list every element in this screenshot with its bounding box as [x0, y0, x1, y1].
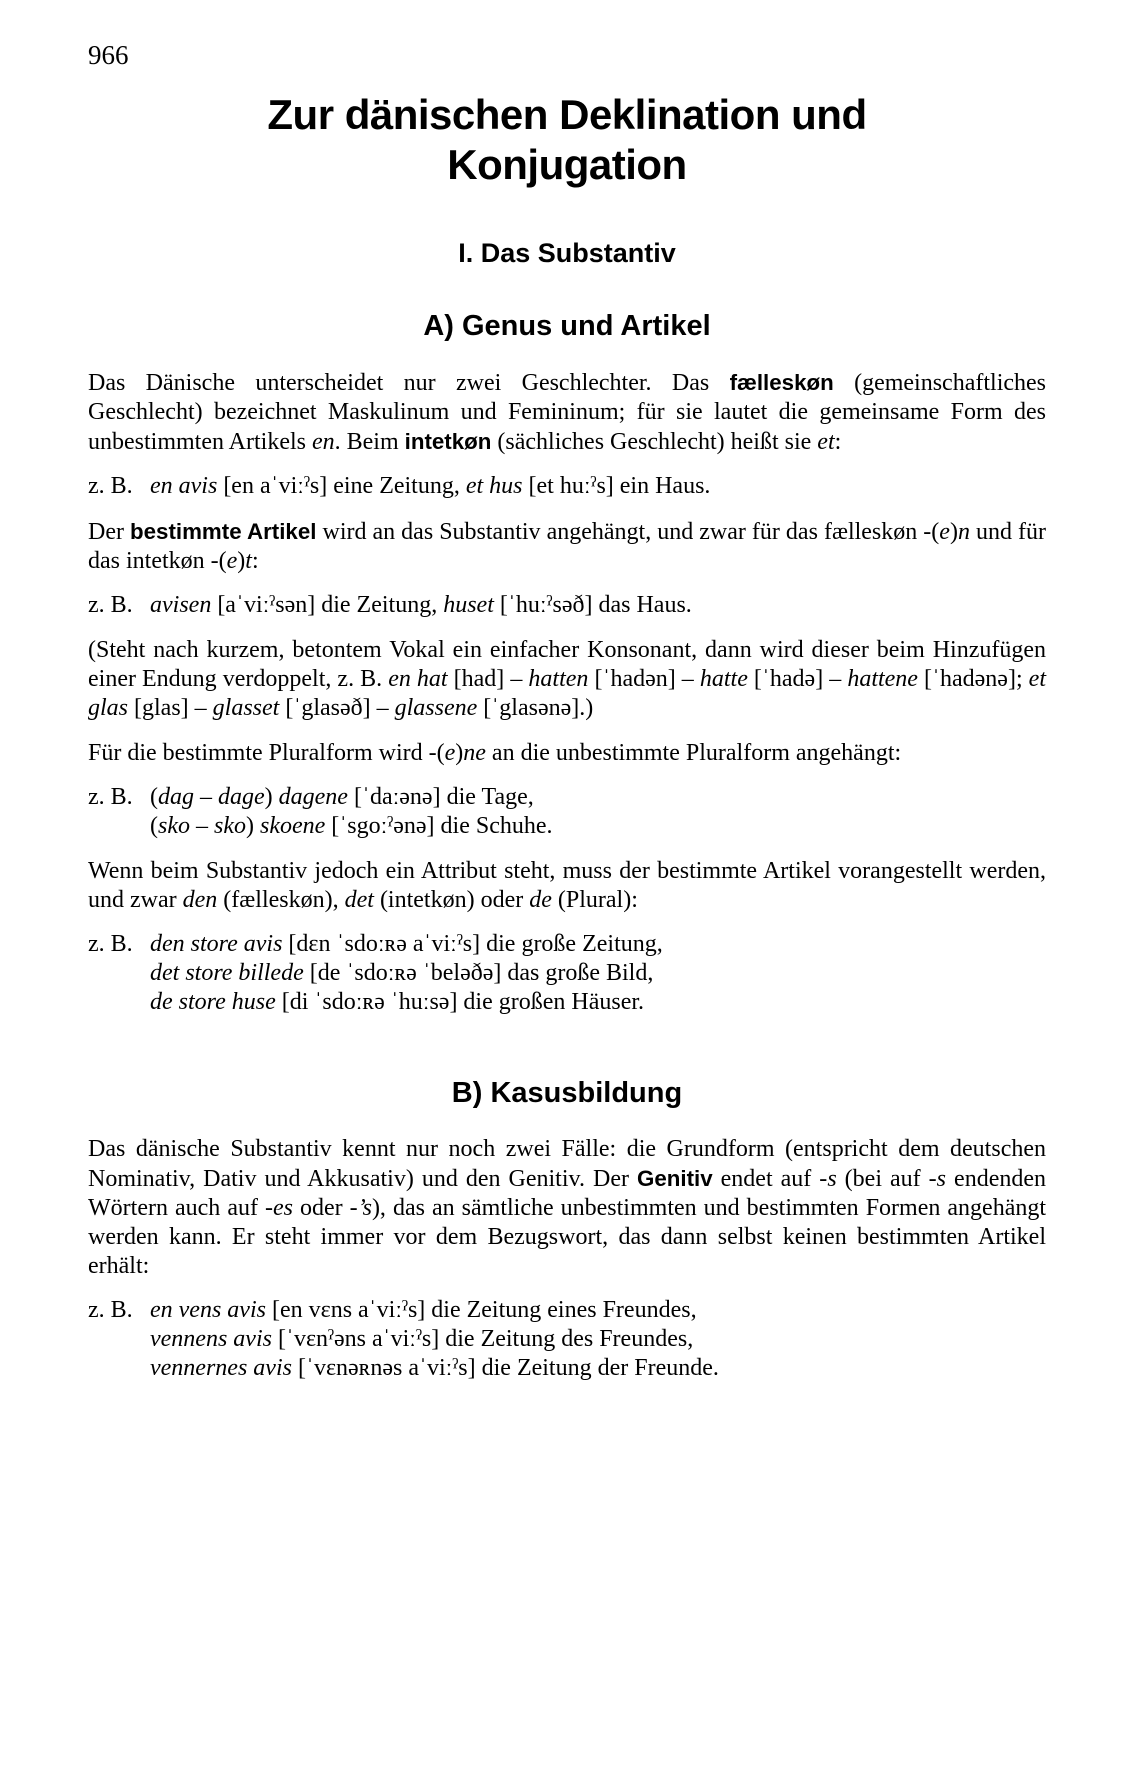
example-body [150, 930, 1046, 1017]
example-genitiv [88, 1296, 1046, 1383]
section-heading-substantiv: I. Das Substantiv [458, 238, 676, 268]
example-line: en avis [en aˈviːˀs] eine Zeitung, et hus [et huːˀs] ein Haus. [150, 473, 711, 499]
example-line: (sko – sko) skoene [ˈsgoːˀənə] die Schuhe. [150, 813, 553, 839]
example-plural-definite [88, 783, 1046, 841]
subsection-heading-genus-artikel: A) Genus und Artikel [423, 310, 711, 342]
subsection-heading-kasusbildung: B) Kasusbildung [451, 1077, 683, 1109]
example-body [150, 472, 1046, 501]
paragraph-genus-intro: Das Dänische unterscheidet nur zwei Geschlechter. Das fælleskøn (gemeinschaftliches Geschlecht) bezeichnet Maskulinum und Femininum; für sie lautet die gemeinsame Form des unbestimmten Artikels en. Beim intetkøn (sächliches Geschlecht) heißt sie et: [88, 370, 1047, 455]
example-line: det store billede [de ˈsdoːʀə ˈbeləðə] das große Bild, [150, 960, 654, 986]
example-body [150, 591, 1046, 620]
example-line: (dag – dage) dagene [ˈdaːənə] die Tage, [150, 784, 534, 810]
example-line: de store huse [di ˈsdoːʀə ˈhuːsə] die großen Häuser. [150, 989, 645, 1015]
example-label: z. B. [88, 784, 133, 810]
example-line: avisen [aˈviːˀsən] die Zeitung, huset [ˈhuːˀsəð] das Haus. [150, 592, 692, 618]
example-label: z. B. [88, 1297, 133, 1323]
paragraph-kasus-intro: Das dänische Substantiv kennt nur noch zwei Fälle: die Grundform (entspricht dem deutschen Nominativ, Dativ und Akkusativ) und den Genitiv. Der Genitiv endet auf -s (bei auf -s endenden Wörtern auch auf -es oder -’s), das an sämtliche unbestimmten und bestimmten Formen angehängt werden kann. Er steht immer vor dem Bezugswort, das dann selbst keinen bestimmten Artikel erhält: [88, 1136, 1047, 1279]
main-title-line1: Zur dänischen Deklination und [267, 91, 867, 138]
example-definite-article [88, 591, 1046, 620]
paragraph-konsonant-verdoppelung: (Steht nach kurzem, betontem Vokal ein einfacher Konsonant, dann wird dieser beim Hinzufügen einer Endung verdoppelt, z. B. en hat [had] – hatten [ˈhadən] – hatte [ˈhadə] – hattene [ˈhadənə]; et glas [glas] – glasset [ˈglasəð] – glassene [ˈglasənə].) [88, 637, 1046, 721]
example-attribut [88, 930, 1046, 1017]
main-title [88, 90, 1046, 190]
example-label: z. B. [88, 931, 133, 957]
example-body [150, 1296, 1046, 1383]
example-body [150, 783, 1046, 841]
paragraph-bestimmter-artikel: Der bestimmte Artikel wird an das Substantiv angehängt, und zwar für das fælleskøn -(e)n und für das intetkøn -(e)t: [88, 519, 1046, 574]
example-label: z. B. [88, 592, 133, 618]
paragraph-plural-bestimmt: Für die bestimmte Pluralform wird -(e)ne an die unbestimmte Pluralform angehängt: [88, 740, 902, 766]
paragraph-attribut: Wenn beim Substantiv jedoch ein Attribut steht, muss der bestimmte Artikel vorangestellt werden, und zwar den (fælleskøn), det (intetkøn) oder de (Plural): [88, 858, 1046, 913]
page-number: 966 [88, 40, 129, 70]
example-line: en vens avis [en vɛns aˈviːˀs] die Zeitung eines Freundes, [150, 1297, 697, 1323]
example-label: z. B. [88, 473, 133, 499]
example-indefinite-article [88, 472, 1046, 501]
example-line: vennens avis [ˈvɛnˀəns aˈviːˀs] die Zeitung des Freundes, [150, 1326, 694, 1352]
main-title-line2: Konjugation [447, 141, 687, 188]
example-line: den store avis [dɛn ˈsdoːʀə aˈviːˀs] die große Zeitung, [150, 931, 663, 957]
example-line: vennernes avis [ˈvɛnəʀnəs aˈviːˀs] die Zeitung der Freunde. [150, 1355, 719, 1381]
